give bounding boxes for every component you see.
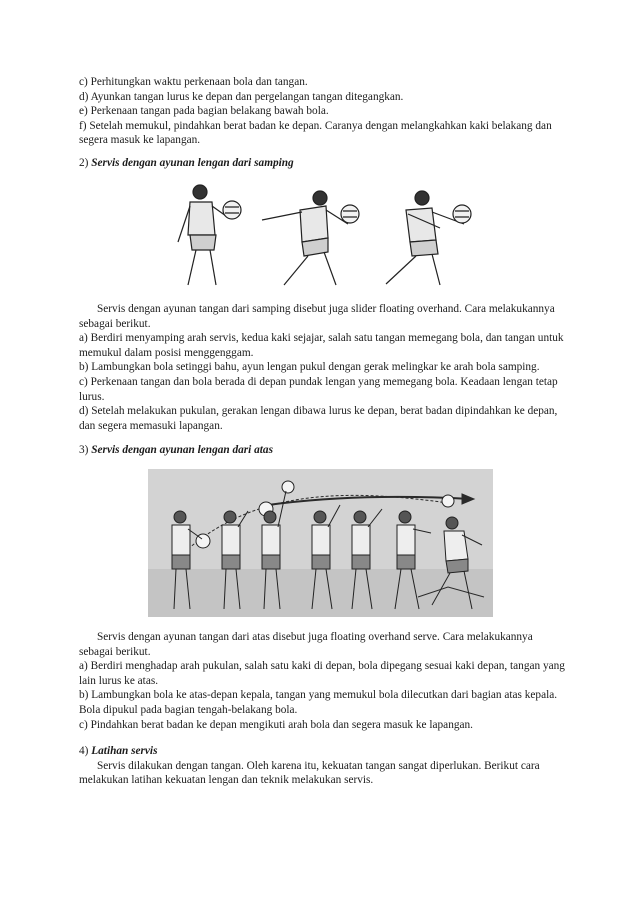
section-title: Servis dengan ayunan lengan dari atas [91, 444, 273, 456]
section-number: 2) [79, 157, 89, 169]
section-text: Servis dilakukan dengan tangan. Oleh karena itu, kekuatan tangan sangat diperlukan. Berikut cara melakukan latihan kekuatan lengan dan teknik melakukan servis. [79, 759, 540, 787]
list-item: d) Setelah melakukan pukulan, gerakan lengan dibawa lurus ke depan, berat badan dipindahkan ke depan, dan segera memasuki lapangan. [79, 405, 558, 432]
list-item: e) Perkenaan tangan pada bagian belakang bawah bola. [79, 105, 329, 118]
section-number: 4) [79, 745, 89, 757]
section-number: 3) [79, 444, 89, 456]
section-intro: Servis dengan ayunan tangan dari samping disebut juga slider floating overhand. Cara melakukannya sebagai berikut. [79, 303, 555, 330]
list-item: d) Ayunkan tangan lurus ke depan dan pergelangan tangan ditegangkan. [79, 90, 404, 103]
list-item: f) Setelah memukul, pindahkan berat badan ke depan. Caranya dengan melangkahkan kaki belakang dan segera masuk ke lapangan. [79, 119, 552, 147]
player-figure [262, 191, 359, 285]
list-item: c) Perhitungkan waktu perkenaan bola dan tangan. [79, 76, 308, 88]
player-figure [386, 191, 471, 285]
section-title: Servis dengan ayunan lengan dari samping [91, 157, 294, 169]
list-item: b) Lambungkan bola setinggi bahu, ayun lengan pukul dengan gerak melingkar ke arah bola samping. [79, 361, 540, 374]
list-item: c) Perkenaan tangan dan bola berada di depan pundak lengan yang memegang bola. Keadaan lengan tetap lurus. [79, 375, 558, 403]
list-item: b) Lambungkan bola ke atas-depan kepala, tangan yang memukul bola dilecutkan dari bagian atas kepala. Bola dipukul pada bagian tengah-belakang bola. [79, 689, 558, 716]
section-4 [79, 744, 566, 788]
section-1-list [79, 75, 566, 148]
section-4-heading [79, 744, 566, 759]
section-2-body [79, 302, 566, 433]
list-item: c) Pindahkan berat badan ke depan mengikuti arah bola dan segera masuk ke lapangan. [79, 718, 473, 731]
section-3-heading [79, 443, 566, 458]
side-serve-illustration [160, 180, 490, 295]
list-item: a) Berdiri menghadap arah pukulan, salah satu kaki di depan, bola dipegang sesuai kaki depan, tangan yang lain lurus ke atas. [79, 660, 565, 687]
section-intro: Servis dengan ayunan tangan dari atas disebut juga floating overhand serve. Cara melakukannya sebagai berikut. [79, 631, 533, 658]
list-item: a) Berdiri menyamping arah servis, kedua kaki sejajar, salah satu tangan memegang bola, dan tangan untuk memukul dalam posisi menggenggam. [79, 332, 564, 359]
section-2-heading [79, 156, 566, 171]
section-3-body [79, 630, 566, 732]
section-title: Latihan servis [91, 745, 158, 757]
overhand-serve-illustration [148, 469, 493, 617]
player-figure [178, 185, 241, 285]
